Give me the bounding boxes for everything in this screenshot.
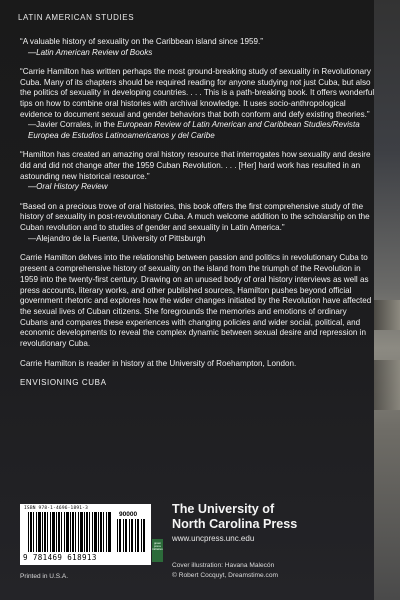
barcode-addon-bars — [117, 519, 145, 552]
publisher-url: www.uncpress.unc.edu — [172, 534, 255, 543]
blurb-source-journal: European Review of Latin American and Caribbean Studies/Revista Europea de Estudios Latinoamericanos y del Caribe — [28, 120, 360, 141]
blurb-source: —Alejandro de la Fuente, University of Pittsburgh — [28, 233, 206, 243]
blurb-source-prefix: —Javier Corrales, in the — [28, 120, 118, 130]
building-silhouette — [374, 360, 400, 410]
series-label: LATIN AMERICAN STUDIES — [18, 13, 135, 22]
blurb — [20, 37, 375, 58]
cover-photo-strip — [374, 0, 400, 600]
text-column — [20, 37, 375, 389]
publisher-name: The University of North Carolina Press — [172, 502, 298, 531]
blurb-quote: “Hamilton has created an amazing oral history resource that interrogates how sexuality and desire did and did not change after the 1959 Cuban Revolution. . . . [Her] hard work has resulted in an astounding new historical resource.” — [20, 150, 371, 181]
blurb-quote: “Based on a precious trove of oral histories, this book offers the first comprehensive study of the history of sexuality in post-revolutionary Cuba. A much welcome addition to the scholarship on the Cuban revolution and to studies of gender and sexuality in Latin America.” — [20, 201, 370, 233]
cover-copyright: © Robert Cocquyt, Dreamstime.com — [172, 572, 278, 579]
blurb — [20, 202, 375, 245]
about-author: Carrie Hamilton is reader in history at the University of Roehampton, London. — [20, 358, 297, 368]
barcode — [20, 504, 151, 565]
blurb-source: —Oral History Review — [28, 182, 108, 192]
building-silhouette — [374, 300, 400, 330]
blurb-source — [28, 120, 375, 141]
blurb-source: —Latin American Review of Books — [28, 47, 153, 57]
series-name: ENVISIONING CUBA — [20, 378, 107, 388]
barcode-bars — [28, 512, 112, 552]
green-press-logo: green press initiative — [152, 539, 163, 562]
cover-credit — [172, 561, 278, 581]
blurb-quote: “A valuable history of sexuality on the Caribbean island since 1959.” — [20, 37, 263, 46]
blurb — [20, 67, 375, 142]
blurb-quote: “Carrie Hamilton has written perhaps the most ground-breaking study of sexuality in Revolutionary Cuba. Many of its chapters should be required reading for anyone studying not just Cuba, but also the politics of sexuality in developing countries. . . . This is a path-breaking book. It offers wonderful tips on how to combine oral histories with archival knowledge. It uses socio-anthropological evidence to document sexual and gender behaviors that both conform and defy existing theories.” — [20, 66, 375, 119]
book-description: Carrie Hamilton delves into the relationship between passion and politics in revolutionary Cuba to present a comprehensive history of sexuality on the island from the triumph of the Revolution in 1959 into the twenty-first century. Drawing on an unused body of oral history interviews as well as press accounts, literary works, and other published sources, Hamilton pushes beyond official government rhetoric and explores how the wider changes initiated by the Revolution have affected the sexual lives of Cuban citizens. She foregrounds the memories and emotions of ordinary Cubans and compares these experiences with changing policies and wider social, political, and economic developments to reveal the complex dynamic between sexual desire and repression in revolutionary Cuba. — [20, 253, 372, 349]
isbn-label: ISBN 978-1-4696-1891-3 — [24, 506, 89, 511]
barcode-digits: 9 781469 618913 — [23, 553, 97, 562]
blurb — [20, 150, 375, 193]
publisher — [172, 502, 372, 543]
printed-in: Printed in U.S.A. — [20, 573, 69, 580]
cover-illustration-credit: Cover illustration: Havana Malecón — [172, 562, 275, 569]
price-code: 90000 — [119, 511, 138, 518]
